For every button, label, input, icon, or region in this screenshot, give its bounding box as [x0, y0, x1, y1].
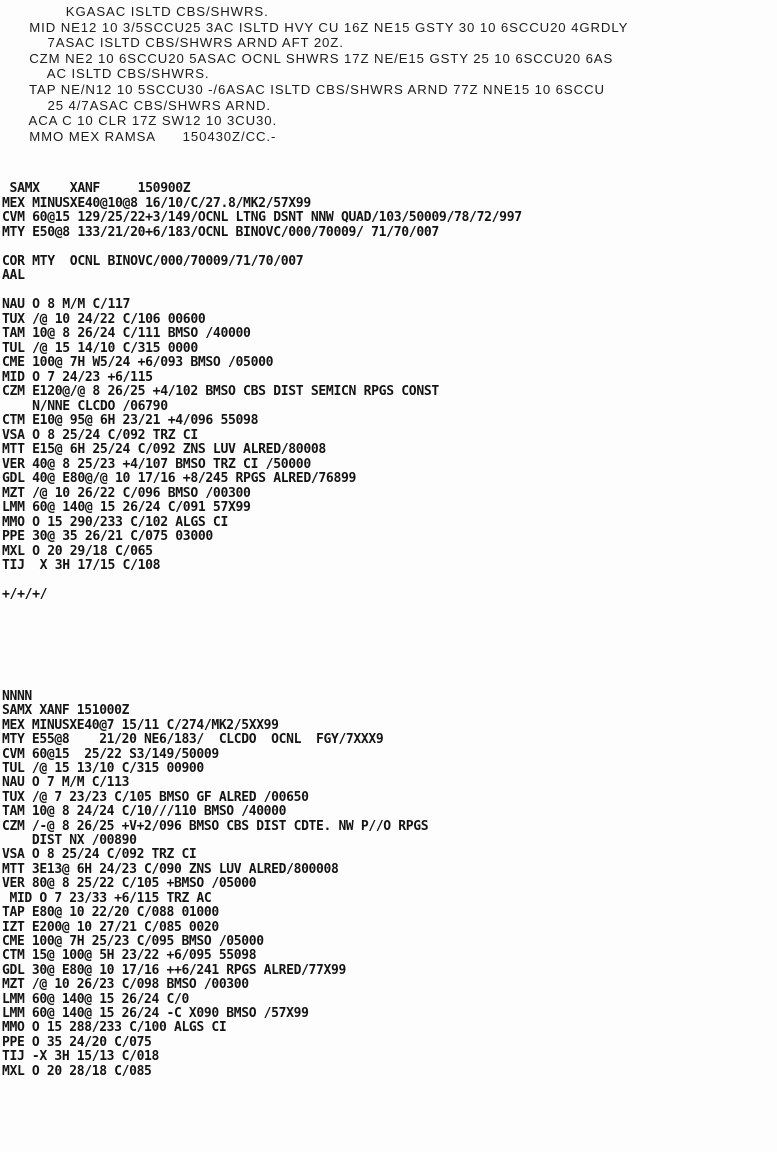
report-151000-line: NNNN: [2, 689, 32, 704]
report-150900-line: TUL /@ 15 14/10 C/315 0000: [2, 340, 198, 356]
top-line: 7ASAC ISLTD CBS/SHWRS ARND AFT 20Z.: [11, 35, 344, 51]
report-150900-line: COR MTY OCNL BINOVC/000/70009/71/70/007: [2, 253, 304, 269]
report-150900-line: N/NNE CLCDO /06790: [2, 398, 168, 414]
report-151000-line: NAU O 7 M/M C/113: [2, 775, 130, 791]
report-150900-line: LMM 60@ 140@ 15 26/24 C/091 57X99: [2, 500, 251, 515]
report-151000-line: PPE O 35 24/20 C/075: [2, 1034, 152, 1050]
report-150900-line: MID O 7 24/23 +6/115: [2, 369, 153, 385]
report-151000-line: MID O 7 23/33 +6/115 TRZ AC: [2, 890, 212, 906]
report-151000-line: MMO O 15 288/233 C/100 ALGS CI: [2, 1020, 227, 1036]
report-151000-line: SAMX XANF 151000Z: [2, 703, 130, 719]
report-150900-line: TIJ X 3H 17/15 C/108: [2, 558, 161, 573]
report-151000-line: TUL /@ 15 13/10 C/315 00900: [2, 761, 204, 777]
report-150900-line: [2, 284, 522, 299]
top-line: TAP NE/N12 10 5SCCU30 -/6ASAC ISLTD CBS/SHWRS ARND 77Z NNE15 10 6SCCU: [11, 81, 605, 97]
report-150900-line: VSA O 8 25/24 C/092 TRZ CI: [2, 427, 198, 443]
report-150900-line: MTT E15@ 6H 25/24 C/092 ZNS LUV ALRED/80008: [2, 442, 326, 457]
report-150900-line: CME 100@ 7H W5/24 +6/093 BMSO /05000: [2, 355, 274, 370]
top-line: CZM NE2 10 6SCCU20 5ASAC OCNL SHWRS 17Z NE/E15 GSTY 25 10 6SCCU20 6AS: [11, 50, 614, 66]
report-150900-line: MTY E50@8 133/21/20+6/183/OCNL BINOVC/000/70009/ 71/70/007: [2, 224, 439, 240]
report-151000-line: DIST NX /00890: [2, 833, 137, 849]
report-151000-line: VER 80@ 8 25/22 C/105 +BMSO /05000: [2, 876, 257, 892]
report-150900-line: MXL O 20 29/18 C/065: [2, 543, 153, 559]
report-151000-line: TAM 10@ 8 24/24 C/10///110 BMSO /40000: [2, 804, 287, 820]
report-151000-line: VSA O 8 25/24 C/092 TRZ CI: [2, 847, 197, 863]
report-150900-line: [2, 574, 522, 589]
top-line: MID NE12 10 3/5SCCU25 3AC ISLTD HVY CU 16Z NE15 GSTY 30 10 6SCCU20 4GRDLY: [11, 19, 629, 35]
top-line: KGASAC ISLTD CBS/SHWRS.: [11, 4, 269, 19]
forecast-continuation-block: [11, 4, 628, 144]
report-150900-line: SAMX XANF 150900Z: [2, 181, 191, 196]
report-151000-line: TUX /@ 7 23/23 C/105 BMSO GF ALRED /00650: [2, 789, 309, 805]
report-151000-line: MEX MINUSXE40@7 15/11 C/274/MK2/5XX99: [2, 717, 279, 733]
report-151000-line: CME 100@ 7H 25/23 C/095 BMSO /05000: [2, 933, 264, 949]
report-151000-line: GDL 30@ E80@ 10 17/16 ++6/241 RPGS ALRED/77X99: [2, 962, 346, 978]
surface-report-block-151000z: [2, 690, 428, 1079]
report-151000-line: TAP E80@ 10 22/20 C/088 01000: [2, 905, 219, 921]
report-151000-line: MZT /@ 10 26/23 C/098 BMSO /00300: [2, 977, 249, 993]
report-150900-line: CZM E120@/@ 8 26/25 +4/102 BMSO CBS DIST SEMICN RPGS CONST: [2, 384, 439, 399]
report-151000-line: MXL O 20 28/18 C/085: [2, 1063, 152, 1079]
report-151000-line: MTT 3E13@ 6H 24/23 C/090 ZNS LUV ALRED/800008: [2, 861, 339, 877]
report-150900-line: NAU O 8 M/M C/117: [2, 297, 131, 312]
report-150900-line: +/+/+/: [2, 587, 48, 602]
report-150900-line: MZT /@ 10 26/22 C/096 BMSO /00300: [2, 485, 251, 501]
report-151000-line: MTY E55@8 21/20 NE6/183/ CLCDO OCNL FGY/7XXX9: [2, 732, 384, 748]
report-151000-line: TIJ -X 3H 15/13 C/018: [2, 1049, 160, 1065]
report-150900-line: PPE 30@ 35 26/21 C/075 03000: [2, 529, 213, 544]
top-line: MMO MEX RAMSA 150430Z/CC.-: [11, 128, 277, 144]
report-151000-line: LMM 60@ 140@ 15 26/24 -C X090 BMSO /57X99: [2, 1005, 309, 1021]
report-151000-line: CTM 15@ 100@ 5H 23/22 +6/095 55098: [2, 948, 257, 964]
report-151000-line: CVM 60@15 25/22 S3/149/50009: [2, 746, 219, 762]
top-line: ACA C 10 CLR 17Z SW12 10 3CU30.: [11, 113, 278, 129]
surface-report-block-150900z: [2, 182, 522, 603]
top-line: 25 4/7ASAC CBS/SHWRS ARND.: [11, 97, 271, 113]
report-150900-line: MMO O 15 290/233 C/102 ALGS CI: [2, 514, 228, 530]
report-151000-line: IZT E200@ 10 27/21 C/085 0020: [2, 919, 219, 935]
report-150900-line: [2, 240, 522, 255]
report-150900-line: GDL 40@ E80@/@ 10 17/16 +8/245 RPGS ALRED/76899: [2, 471, 357, 486]
report-151000-line: CZM /-@ 8 26/25 +V+2/096 BMSO CBS DIST CDTE. NW P//O RPGS: [2, 818, 429, 834]
report-150900-line: CTM E10@ 95@ 6H 23/21 +4/096 55098: [2, 413, 259, 428]
report-150900-line: AAL: [2, 268, 25, 283]
report-151000-line: LMM 60@ 140@ 15 26/24 C/0: [2, 991, 189, 1007]
report-150900-line: TAM 10@ 8 26/24 C/111 BMSO /40000: [2, 326, 251, 341]
report-150900-line: MEX MINUSXE40@10@8 16/10/C/27.8/MK2/57X99: [2, 195, 311, 211]
report-150900-line: CVM 60@15 129/25/22+3/149/OCNL LTNG DSNT NNW QUAD/103/50009/78/72/997: [2, 210, 522, 225]
top-line: AC ISLTD CBS/SHWRS.: [11, 66, 210, 82]
report-150900-line: VER 40@ 8 25/23 +4/107 BMSO TRZ CI /50000: [2, 456, 311, 472]
report-150900-line: TUX /@ 10 24/22 C/106 00600: [2, 311, 206, 327]
